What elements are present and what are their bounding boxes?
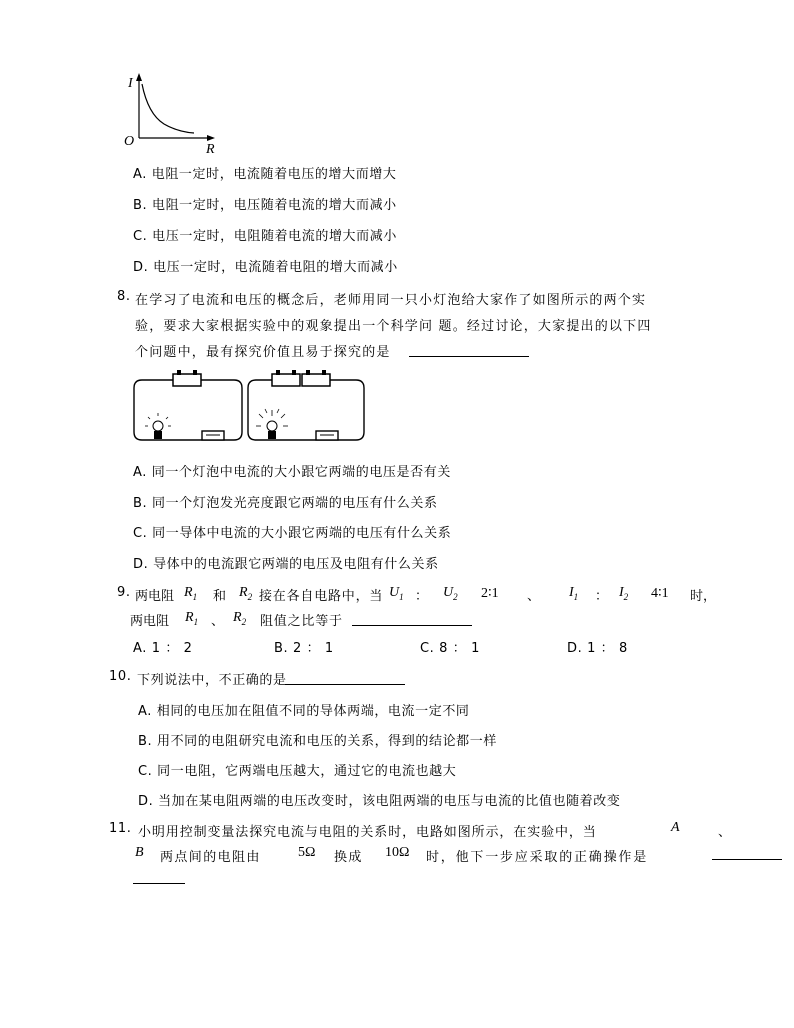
q9-answer-blank[interactable] [352,625,472,626]
q11-r-to: 10Ω [385,845,410,860]
circuit-one-bulb [145,413,171,439]
q11-answer-blank-part1[interactable] [712,859,782,860]
q11-point-a: A [671,820,680,835]
q8-option-d: D. 导体中的电流跟它两端的电压及电阻有什么关系 [133,557,439,572]
circuit-diagrams [130,368,370,448]
q9-ratio2: 4∶1 [651,586,669,601]
q9-l2-text-a: 两电阻 [130,614,170,629]
q10-answer-blank[interactable] [285,684,405,685]
q9-option-d: D. 1 ： 8 [567,641,628,656]
q9-l2-r1: $R_1$ [185,610,199,627]
q9-l2-text-b: 阻值之比等于 [260,614,343,629]
q7-option-b: B. 电阻一定时，电压随着电流的增大而减小 [133,198,397,213]
q8-option-c: C. 同一导体中电流的大小跟它两端的电压有什么关系 [133,526,452,541]
x-axis-label: R [206,142,215,157]
q11-sep: 、 [718,825,732,840]
q7-option-a: A. 电阻一定时，电流随着电压的增大而增大 [133,167,397,182]
circuit-two-bulb [256,409,288,439]
q11-r-from: 5Ω [298,845,316,860]
x-axis-arrow [207,135,215,141]
q11-line2-b: 时，他下一步应采取的正确操作是 [426,850,649,865]
q9-text-a: 两电阻 [135,589,175,604]
q9-option-a: A. 1 ： 2 [133,641,193,656]
circuit-one-wire [134,380,242,440]
circuit-two-switch [316,431,338,440]
q10-option-a: A. 相同的电压加在阻值不同的导体两端，电流一定不同 [138,704,470,719]
circuit-one-switch [202,431,224,440]
y-axis-label: I [128,76,133,91]
q9-r2: $R_2$ [239,585,253,602]
q9-option-b: B. 2 ： 1 [274,641,334,656]
inverse-curve [142,84,194,133]
q9-l2-r2: $R_2$ [233,610,247,627]
q9-i2: $I_2$ [619,585,629,602]
q9-sep: 、 [527,589,541,604]
q11-answer-blank-part2[interactable] [133,883,185,884]
q11-line1: 小明用控制变量法探究电流与电阻的关系时，电路如图所示，在实验中，当 [138,825,597,840]
q8-option-b: B. 同一个灯泡发光亮度跟它两端的电压有什么关系 [133,496,438,511]
q10-option-c: C. 同一电阻，它两端电压越大，通过它的电流也越大 [138,764,457,779]
q9-end: 时， [690,589,717,604]
q11-number: 11. [109,821,132,836]
q9-and: 和 [213,589,227,604]
q8-stem-line1: 在学习了电流和电压的概念后，老师用同一只小灯泡给大家作了如图所示的两个实 [135,293,647,308]
circuit-one-battery [173,370,201,386]
q9-u1: $U_1$ [389,585,404,602]
q8-stem-line3: 个问题中，最有探究价值且易于探究的是 [135,345,391,360]
q7-option-c: C. 电压一定时，电阻随着电流的增大而减小 [133,229,397,244]
q8-option-a: A. 同一个灯泡中电流的大小跟它两端的电压是否有关 [133,465,451,480]
q9-option-c: C. 8 ： 1 [420,641,480,656]
q10-option-b: B. 用不同的电阻研究电流和电压的关系，得到的结论都一样 [138,734,497,749]
q9-number: 9. [117,585,131,600]
q9-u2: $U_2$ [443,585,458,602]
q9-ratio1: 2∶1 [481,586,499,601]
q9-colon1: ： [415,589,429,604]
q9-r1: $R_1$ [184,585,198,602]
q7-option-d: D. 电压一定时，电流随着电阻的增大而减小 [133,260,398,275]
i-r-graph [118,70,228,158]
q11-change: 换成 [334,850,363,865]
q11-line2-a: 两点间的电阻由 [160,850,261,865]
q10-option-d: D. 当加在某电阻两端的电压改变时，该电阻两端的电压与电流的比值也随着改变 [138,794,621,809]
q11-point-b: B [135,845,144,860]
circuit-two-battery [272,370,330,386]
q9-i1: $I_1$ [569,585,579,602]
q10-number: 10. [109,669,132,684]
q8-stem-line2: 验，要求大家根据实验中的观象提出一个科学问 题。经过讨论，大家提出的以下四 [135,319,652,334]
q9-colon2: ： [595,589,609,604]
y-axis-arrow [136,73,142,81]
q10-stem: 下列说法中，不正确的是 [137,673,287,688]
origin-label: O [124,134,135,149]
q8-number: 8. [117,289,131,304]
q9-l2-sep: 、 [211,614,225,629]
q9-text-b: 接在各自电路中，当 [259,589,384,604]
q8-answer-blank[interactable] [409,356,529,357]
